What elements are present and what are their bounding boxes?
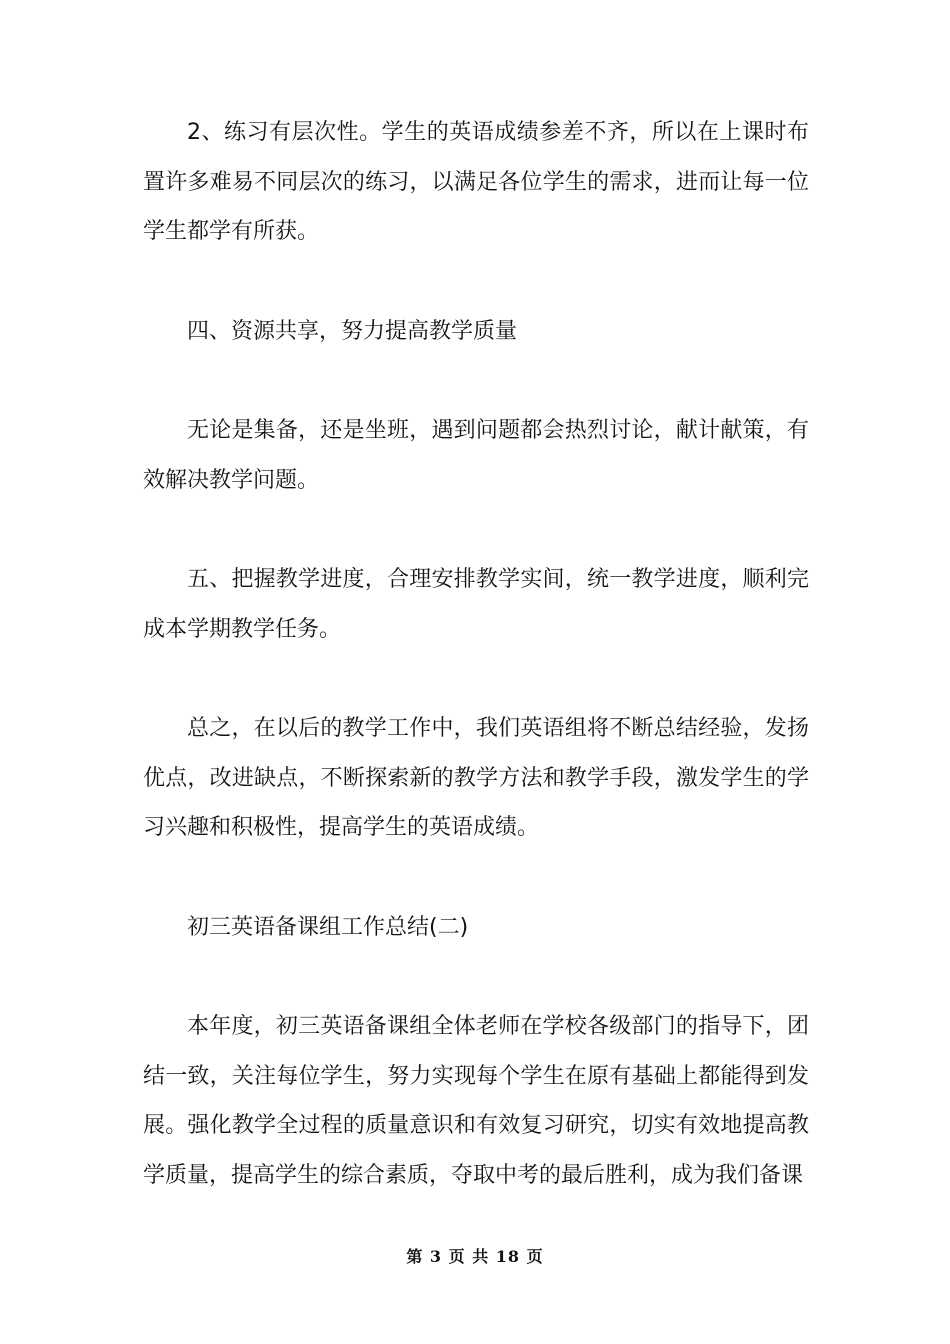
footer-middle: 页 共 [448, 1247, 490, 1266]
paragraph-conclusion: 总之，在以后的教学工作中，我们英语组将不断总结经验，发扬优点，改进缺点，不断探索新的教学方法和教学手段，激发学生的学习兴趣和积极性，提高学生的英语成绩。 [143, 716, 809, 840]
footer-prefix: 第 [406, 1247, 424, 1266]
page-footer [0, 1244, 950, 1267]
paragraph-practice-levels: 2、练习有层次性。学生的英语成绩参差不齐，所以在上课时布置许多难易不同层次的练习，以满足各位学生的需求，进而让每一位学生都学有所获。 [143, 120, 809, 244]
document-body [143, 108, 809, 1250]
section-title-summary-two: 初三英语备课组工作总结(二) [187, 914, 469, 940]
paragraph-discussion: 无论是集备，还是坐班，遇到问题都会热烈讨论，献计献策，有效解决教学问题。 [143, 418, 809, 493]
current-page-number: 3 [429, 1247, 443, 1266]
footer-suffix: 页 [526, 1247, 544, 1266]
paragraph-annual-summary: 本年度，初三英语备课组全体老师在学校各级部门的指导下，团结一致，关注每位学生，努力实现每个学生在原有基础上都能得到发展。强化教学全过程的质量意识和有效复习研究，切实有效地提高教学质量，提高学生的综合素质，夺取中考的最后胜利，成为我们备课 [143, 1014, 809, 1188]
heading-teaching-progress: 五、把握教学进度，合理安排教学实间，统一教学进度，顺利完成本学期教学任务。 [143, 567, 809, 642]
total-page-count: 18 [495, 1247, 521, 1266]
heading-resource-sharing: 四、资源共享，努力提高教学质量 [187, 318, 518, 344]
